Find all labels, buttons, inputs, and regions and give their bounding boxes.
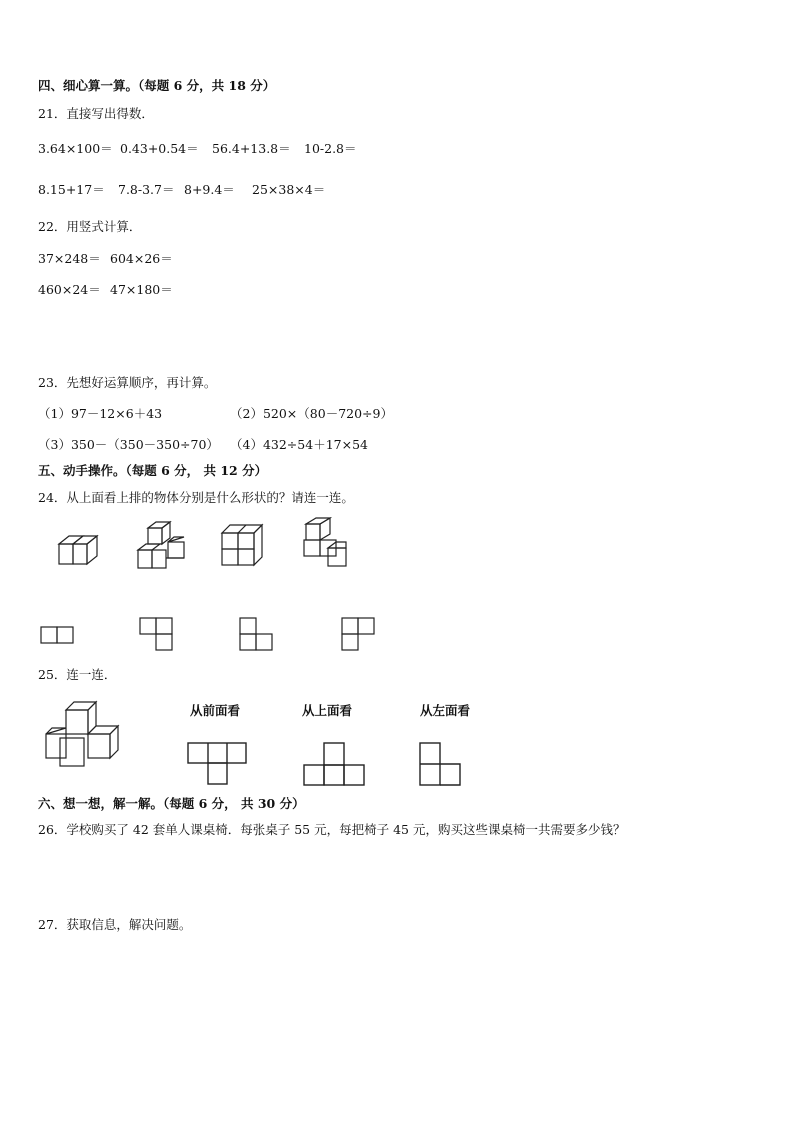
q24-view-d: [341, 617, 377, 653]
q23-item: （3）350－（350－350÷70）: [38, 437, 219, 452]
q26-text: 26．学校购买了 42 套单人课桌椅．每张桌子 55 元，每把椅子 45 元，购买这些课桌椅一共需要多少钱？: [38, 822, 626, 837]
q21-title: 21．直接写出得数．: [38, 106, 154, 121]
q21-item: 8.15+17＝: [38, 182, 105, 197]
q22-item: 47×180＝: [110, 282, 173, 297]
q22-item: 604×26＝: [110, 251, 173, 266]
q21-item: 7.8-3.7＝: [118, 182, 175, 197]
q24-solid-3: [218, 521, 266, 569]
q24-view-a: [40, 626, 76, 644]
q23-item: （1）97－12×6＋43: [38, 406, 163, 421]
q24-view-c: [239, 617, 275, 653]
q23-item: （4）432÷54＋17×54: [230, 437, 368, 452]
q24-view-b: [139, 617, 175, 653]
q21-item: 10-2.8＝: [304, 141, 357, 156]
q22-title: 22．用竖式计算．: [38, 219, 142, 234]
view-label-left: 从左面看: [420, 703, 471, 718]
q25-solid: [42, 698, 128, 770]
section-5-heading: 五、动手操作。（每题 6 分， 共 12 分）: [38, 463, 268, 478]
q21-item: 8+9.4＝: [184, 182, 235, 197]
q21-item: 25×38×4＝: [252, 182, 326, 197]
q23-title: 23．先想好运算顺序，再计算。: [38, 375, 217, 390]
q25-view-top: [303, 742, 367, 788]
view-label-front: 从前面看: [190, 703, 241, 718]
q24-solid-4: [298, 514, 354, 570]
q27-text: 27．获取信息，解决问题。: [38, 917, 192, 932]
q21-item: 56.4+13.8＝: [212, 141, 291, 156]
view-label-top: 从上面看: [302, 703, 353, 718]
section-6-heading: 六、想一想，解一解。（每题 6 分， 共 30 分）: [38, 796, 305, 811]
q21-item: 3.64×100＝: [38, 141, 113, 156]
q22-item: 460×24＝: [38, 282, 101, 297]
section-4-heading: 四、细心算一算。（每题 6 分，共 18 分）: [38, 78, 276, 93]
q25-view-left: [419, 742, 465, 788]
q24-solid-1: [55, 527, 107, 569]
q21-item: 0.43+0.54＝: [120, 141, 199, 156]
q24-title: 24．从上面看上排的物体分别是什么形状的？请连一连。: [38, 490, 354, 505]
q25-title: 25．连一连．: [38, 667, 117, 682]
q23-item: （2）520×（80－720÷9）: [230, 406, 393, 421]
q25-view-front: [187, 742, 249, 786]
q24-solid-2: [134, 518, 190, 574]
q22-item: 37×248＝: [38, 251, 101, 266]
